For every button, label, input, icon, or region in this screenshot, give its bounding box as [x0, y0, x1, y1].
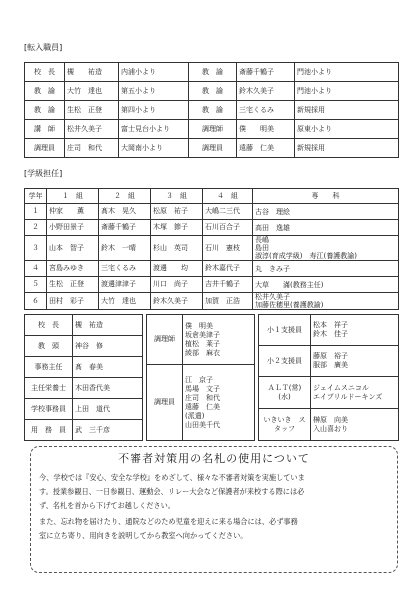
transfer-right-origin: 原東小より [295, 120, 399, 139]
transfer-left-origin: 大岡南小より [119, 139, 189, 158]
teacher-cell: 大嶋二三代 [203, 204, 253, 220]
header-class-4: ４ 組 [203, 189, 253, 204]
teacher-cell: 斎藤千鶴子 [99, 220, 151, 236]
teacher-cell: 石川 憲枝 [203, 236, 253, 261]
homeroom-row [25, 293, 399, 310]
teacher-cell: 石川百合子 [203, 220, 253, 236]
cook-name: 遠藤 仁美 [185, 402, 220, 411]
homeroom-row [25, 220, 399, 236]
transfer-left-name: 松井久美子 [65, 120, 119, 139]
transfer-left-role: 講 師 [25, 120, 65, 139]
transfer-right-name: 三宅くるみ [237, 101, 295, 120]
support2-name: 藤原 裕子 [313, 352, 348, 360]
transfer-left-name: 庄司 和代 [65, 139, 119, 158]
transfer-right-name: 僕 明美 [237, 120, 295, 139]
cook-label: 調理員 [147, 365, 183, 441]
homeroom-table [24, 188, 399, 310]
admin-staff-table [24, 314, 143, 441]
transfer-right-origin: 門池小より [295, 63, 399, 82]
teacher-cell: 川口 尚子 [151, 277, 203, 293]
notice-box [30, 446, 398, 573]
transfer-left-name: 生松 正登 [65, 101, 119, 120]
specialist-name: 加藤佐穂里(養護教諭) [255, 301, 324, 309]
principal-name: 槻 祐造 [73, 315, 143, 336]
transfer-row [25, 82, 399, 101]
grade-cell: ４ [25, 261, 47, 277]
transfer-left-role: 校 長 [25, 63, 65, 82]
homeroom-heading: [学級担任] [24, 169, 63, 178]
transfer-right-origin: 新規採用 [295, 139, 399, 158]
specialist-name: 高田 逸雄 [255, 223, 290, 232]
alt-name: エイブリルドーキンズ [313, 392, 383, 401]
notice-title: 不審者対策用の名札の使用について [118, 452, 310, 465]
support-staff-table [258, 314, 399, 441]
support2-label: 小２支援員 [259, 346, 311, 377]
cook-name: 綾部 麻衣 [185, 348, 220, 357]
teacher-cell: 田村 彩子 [47, 293, 99, 310]
office-chief-name: 髙 春美 [73, 357, 143, 378]
teacher-cell: 渡邊 均 [151, 261, 203, 277]
specialist-name: 島田 [255, 244, 269, 252]
specialist-name: 大草 滿(教務主任) [255, 280, 324, 289]
transfer-row [25, 139, 399, 158]
cook-name: 坂倉美津子 [185, 330, 220, 339]
nutritionist-label: 主任栄養士 [25, 378, 73, 399]
janitor-name: 武 三千彦 [73, 420, 143, 441]
notice-line: ず、名札を首から下げてお越しください。 [39, 501, 175, 510]
teacher-cell: 吉井千鶴子 [203, 277, 253, 293]
teacher-cell: 三宅くるみ [99, 261, 151, 277]
transfer-heading: [転入職員] [24, 43, 63, 52]
teacher-cell: 仲家 薫 [47, 204, 99, 220]
header-class-2: ２ 組 [99, 189, 151, 204]
teacher-cell: 鈴木 一晴 [99, 236, 151, 261]
specialist-name: 淑淳(育成学級) 寿江(養護教諭) [255, 252, 357, 260]
grade-cell: ２ [25, 220, 47, 236]
transfer-right-role: 調理師 [189, 120, 237, 139]
cook-name: 植松 莱子 [185, 339, 220, 348]
transfer-right-role: 調理員 [189, 139, 237, 158]
header-class-3: ３ 組 [151, 189, 203, 204]
teacher-cell: 加賀 正浩 [203, 293, 253, 310]
nutritionist-name: 木田香代美 [73, 378, 143, 399]
notice-line: す。授業参観日、一日参観日、運動会、リレー大会など保護者が来校する際には必 [39, 487, 305, 496]
teacher-cell: 杉山 英司 [151, 236, 203, 261]
teacher-cell: 髙木 晃久 [99, 204, 151, 220]
transfer-left-origin: 富士見台小より [119, 120, 189, 139]
teacher-cell: 生松 正登 [47, 277, 99, 293]
support1-name: 鈴木 佳子 [313, 330, 348, 338]
specialist-name: 丸 きみ子 [255, 264, 290, 273]
specialist-cell [253, 277, 399, 293]
teacher-cell: 渡邊津津子 [99, 277, 151, 293]
alt-label: ＡＬＴ(常) (水) [259, 377, 311, 409]
homeroom-row [25, 204, 399, 220]
specialist-cell [253, 293, 399, 310]
office-chief-label: 事務主任 [25, 357, 73, 378]
clerk-label: 学校事務員 [25, 399, 73, 420]
transfer-right-role: 教 諭 [189, 63, 237, 82]
transfer-right-name: 遠藤 仁美 [237, 139, 295, 158]
transfer-right-role: 教 諭 [189, 82, 237, 101]
transfer-left-origin: 第五小より [119, 82, 189, 101]
transfer-row [25, 101, 399, 120]
specialist-cell [253, 261, 399, 277]
notice-line: また、忘れ物を届けたり、通院などのため児童を迎えに来る場合には、必ず事務 [39, 517, 298, 526]
ikiiki-name: 入山喜おり [313, 424, 348, 433]
transfer-left-origin: 内浦小より [119, 63, 189, 82]
homeroom-row [25, 261, 399, 277]
transfer-right-origin: 門池小より [295, 82, 399, 101]
teacher-cell: 山本 智子 [47, 236, 99, 261]
header-grade: 学年 [25, 189, 47, 204]
teacher-cell: 大竹 達也 [99, 293, 151, 310]
teacher-cell: 小野田景子 [47, 220, 99, 236]
header-class-1: １ 組 [47, 189, 99, 204]
ikiiki-label: いきいき スタッフ [259, 409, 311, 441]
homeroom-row [25, 277, 399, 293]
teacher-cell: 宮島みゆき [47, 261, 99, 277]
grade-cell: １ [25, 204, 47, 220]
transfer-table [24, 62, 399, 158]
transfer-row [25, 63, 399, 82]
specialist-name: 長嶋 [255, 236, 269, 244]
specialist-cell [253, 220, 399, 236]
grade-cell: ３ [25, 236, 47, 261]
support1-label: 小１支援員 [259, 315, 311, 346]
support2-name: 服部 廣美 [313, 361, 348, 369]
vice-principal-name: 神谷 修 [73, 336, 143, 357]
header-specialist: 専 科 [253, 189, 399, 204]
cook-name: 庄司 和代 [185, 393, 220, 402]
chef-name: 僕 明美 [185, 321, 213, 330]
grade-cell: ６ [25, 293, 47, 310]
principal-label: 校 長 [25, 315, 73, 336]
teacher-cell: 鈴木久美子 [151, 293, 203, 310]
transfer-right-origin: 新規採用 [295, 101, 399, 120]
transfer-left-name: 槻 祐造 [65, 63, 119, 82]
specialist-cell [253, 236, 399, 261]
chef-label: 調理師 [147, 315, 183, 365]
teacher-cell: 鈴木嘉代子 [203, 261, 253, 277]
notice-line: 今、学校では『安心、安全な学校』をめざして、様々な不審者対策を実施していま [39, 473, 305, 482]
transfer-left-role: 調理員 [25, 139, 65, 158]
support1-name: 松本 祥子 [313, 321, 348, 329]
specialist-cell [253, 204, 399, 220]
cook-name: 江 京子 [185, 375, 213, 384]
teacher-cell: 木塚 節子 [151, 220, 203, 236]
alt-name: ジェイムスニコル [313, 383, 369, 392]
transfer-row [25, 120, 399, 139]
specialist-name: 松井久美子 [255, 293, 290, 301]
transfer-right-name: 鈴木久美子 [237, 82, 295, 101]
dispatch-note: (派遣) [185, 411, 205, 420]
transfer-right-role: 教 諭 [189, 101, 237, 120]
clerk-name: 上田 道代 [73, 399, 143, 420]
transfer-left-role: 教 諭 [25, 101, 65, 120]
teacher-cell: 松原 祐子 [151, 204, 203, 220]
transfer-left-role: 教 諭 [25, 82, 65, 101]
ikiiki-name: 榊原 向美 [313, 415, 348, 424]
vice-principal-label: 教 頭 [25, 336, 73, 357]
cook-staff-table [146, 314, 255, 441]
transfer-left-name: 大竹 達也 [65, 82, 119, 101]
homeroom-row [25, 236, 399, 261]
transfer-left-origin: 第四小より [119, 101, 189, 120]
specialist-name: 古谷 理絵 [255, 207, 290, 216]
cook-name: 山田美千代 [185, 420, 220, 429]
janitor-label: 用 務 員 [25, 420, 73, 441]
grade-cell: ５ [25, 277, 47, 293]
transfer-right-name: 斎藤千鶴子 [237, 63, 295, 82]
cook-name: 馬場 文子 [185, 384, 220, 393]
notice-line: 室に立ち寄り、用向きを説明してから教室へ向かってください。 [39, 531, 248, 540]
